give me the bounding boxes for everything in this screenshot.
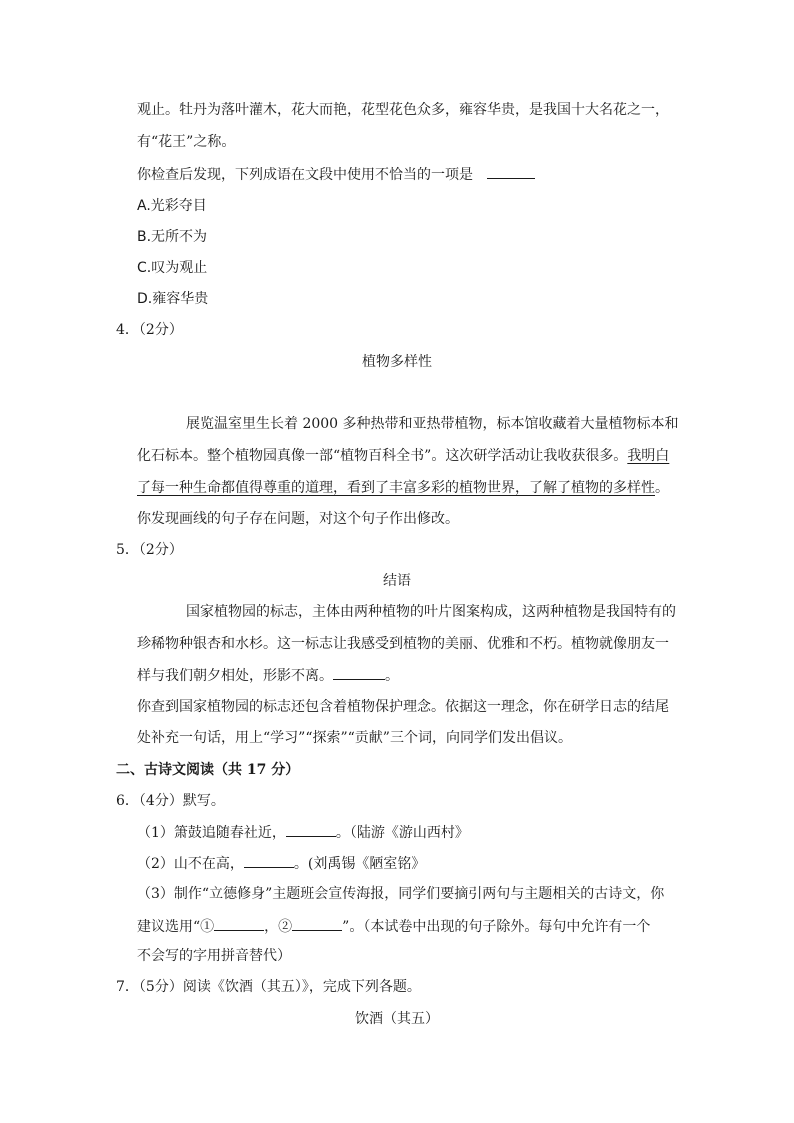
question-5-paragraph-line-1: 国家植物园的标志，主体由两种植物的叶片图案构成，这两种植物是我国特有的 <box>186 604 676 620</box>
question-5-number: 5．（2分） <box>116 542 183 558</box>
question-7-number: 7．（5分）阅读《饮酒（其五）》，完成下列各题。 <box>116 979 421 995</box>
question-4-title: 植物多样性 <box>362 354 432 370</box>
question-6-item-1-text: （1）箫鼓追随春社近， <box>137 825 286 841</box>
sentence-end: 。 <box>385 668 399 684</box>
option-b: B.无所不为 <box>137 229 208 245</box>
question-4-paragraph-line-3 <box>137 478 669 498</box>
question-7-title: 饮酒（其五） <box>355 1011 439 1027</box>
question-6-item-2-text: （2）山不在高， <box>137 856 244 872</box>
passage-line-2: 有“花王”之称。 <box>137 134 236 150</box>
answer-blank[interactable] <box>487 164 535 179</box>
question-4-number: 4．（2分） <box>116 322 183 338</box>
question-6-item-1-source: 。（陆游《游山西村》 <box>335 825 469 841</box>
answer-blank[interactable] <box>333 665 385 680</box>
question-6-item-3-text: ”。（本试卷中出现的句子除外。每句中允许有一个 <box>342 919 651 935</box>
question-6-item-2 <box>137 853 425 874</box>
underlined-sentence-start: 我明白 <box>627 448 670 464</box>
passage-line-1: 观止。牡丹为落叶灌木，花大而艳，花型花色众多，雍容华贵，是我国十大名花之一， <box>137 102 669 118</box>
answer-blank[interactable] <box>286 822 336 837</box>
question-6-item-3-text: 建议选用“① <box>137 919 215 935</box>
question-4-paragraph-line-2 <box>137 446 669 466</box>
sentence-end: 。 <box>655 480 669 496</box>
answer-blank[interactable] <box>214 916 264 931</box>
question-5-title: 结语 <box>383 573 411 589</box>
question-6-number: 6．（4分）默写。 <box>116 793 225 809</box>
question-6-item-2-source: 。(刘禹锡《陋室铭》 <box>293 856 426 872</box>
question-5-paragraph-text: 样与我们朝夕相处，形影不离。 <box>137 668 333 684</box>
section-2-heading: 二、古诗文阅读（共 17 分） <box>116 762 300 778</box>
question-4-paragraph-line-1: 展览温室里生长着 2000 多种热带和亚热带植物，标本馆收藏着大量植物标本和 <box>186 416 679 432</box>
answer-blank[interactable] <box>244 853 294 868</box>
question-3-prompt <box>137 164 535 185</box>
option-d: D.雍容华贵 <box>137 291 209 307</box>
answer-blank[interactable] <box>292 916 342 931</box>
option-a: A.光彩夺目 <box>137 198 207 214</box>
question-5-task-line-1: 你查到国家植物园的标志还包含着植物保护理念。依据这一理念，你在研学日志的结尾 <box>137 699 669 715</box>
option-c: C.叹为观止 <box>137 260 208 276</box>
question-4-task: 你发现画线的句子存在问题，对这个句子作出修改。 <box>137 511 459 527</box>
question-6-item-1 <box>137 822 469 843</box>
question-5-paragraph-line-3 <box>137 665 399 686</box>
question-5-paragraph-line-2: 珍稀物种银杏和水杉。这一标志让我感受到植物的美丽、优雅和不朽。植物就像朋友一 <box>137 636 669 652</box>
question-4-paragraph-text: 化石标本。整个植物园真像一部“植物百科全书”。这次研学活动让我收获很多。 <box>137 448 628 464</box>
question-5-task-line-2: 处补充一句话，用上“学习”“探索”“贡献”三个词，向同学们发出倡议。 <box>137 730 572 746</box>
question-6-item-3-text: ，② <box>264 919 293 935</box>
question-6-item-3-line-3: 不会写的字用拼音替代） <box>137 948 291 964</box>
question-6-item-3-line-1: （3）制作“立德修身”主题班会宣传海报，同学们要摘引两句与主题相关的古诗文，你 <box>137 886 665 902</box>
question-3-prompt-text: 你检查后发现，下列成语在文段中使用不恰当的一项是 <box>137 167 473 183</box>
underlined-sentence: 了每一种生命都值得尊重的道理，看到了丰富多彩的植物世界，了解了植物的多样性 <box>137 480 655 496</box>
question-6-item-3-line-2 <box>137 916 650 937</box>
